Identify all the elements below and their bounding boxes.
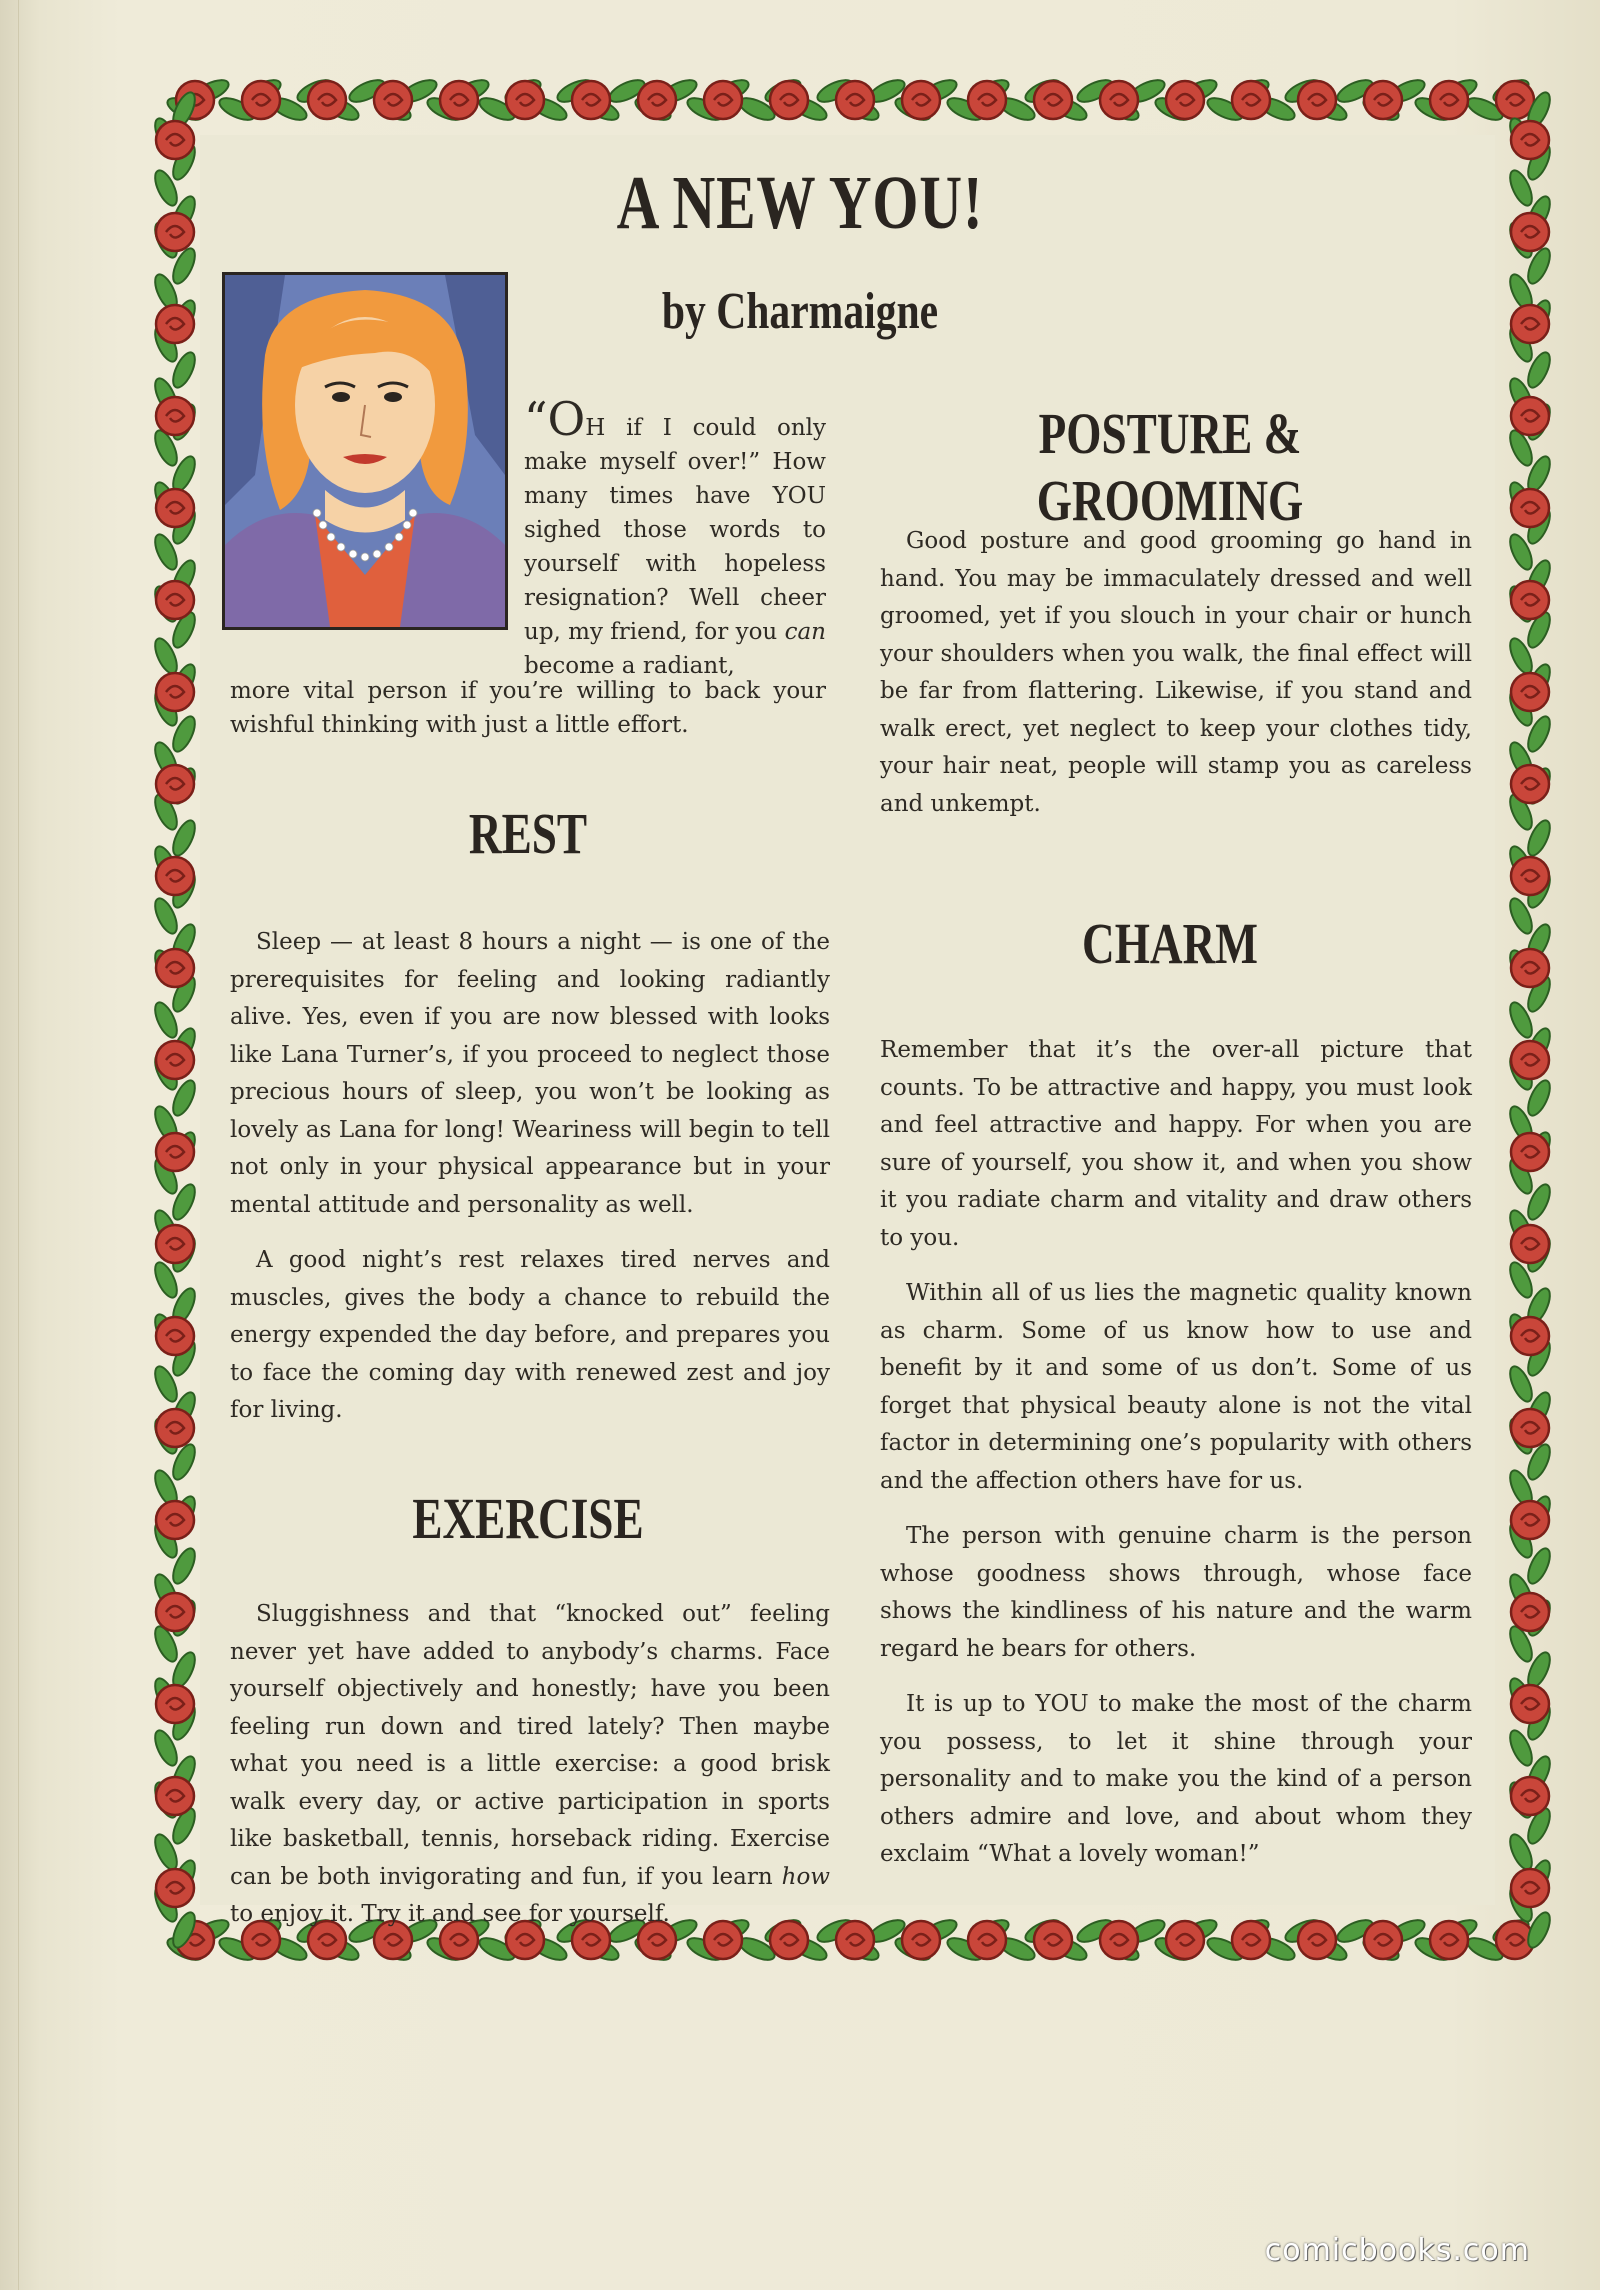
rose-ornament [1511,489,1549,527]
rose-ornament [156,1409,194,1447]
rose-ornament [1511,1409,1549,1447]
rose-ornament [1511,1685,1549,1723]
rose-ornament [156,397,194,435]
rose-ornament [968,1921,1006,1959]
rose-ornament [704,81,742,119]
charm-paragraph-1: Remember that it’s the over-all picture that counts. To be attractive and happy, you must look and feel attractive and happy. For when you are sure of yourself, you show it, and when you show it you radiate charm and vitality and draw others to you. [880,1037,1472,1251]
rose-ornament [1511,1869,1549,1907]
rose-ornament [836,81,874,119]
rose-ornament [836,1921,874,1959]
rose-ornament [1298,81,1336,119]
rose-ornament [770,81,808,119]
charm-paragraph-4: It is up to YOU to make the most of the charm you possess, to let it shine through your personality and to make you the kind of a person others admire and love, and about whom they exclaim “What a lovely woman!” [880,1691,1472,1867]
rose-ornament [968,81,1006,119]
rose-ornament [156,765,194,803]
rose-ornament [1511,1225,1549,1263]
rose-ornament [1511,213,1549,251]
rose-ornament [1511,1501,1549,1539]
article-byline: by Charmaigne [661,283,939,340]
rose-ornament [156,1133,194,1171]
rose-ornament [1511,1317,1549,1355]
rose-ornament [902,1921,940,1959]
rose-ornament [1511,1593,1549,1631]
exercise-section [230,1596,830,1952]
rose-ornament [1511,121,1549,159]
rose-ornament [1511,857,1549,895]
rose-ornament [1034,1921,1072,1959]
rose-ornament [156,1501,194,1539]
rose-ornament [156,1777,194,1815]
rose-ornament [1298,1921,1336,1959]
rose-ornament [1100,1921,1138,1959]
rose-ornament [1511,1777,1549,1815]
rose-ornament [156,1685,194,1723]
rose-ornament [1511,1041,1549,1079]
rose-ornament [156,1041,194,1079]
exercise-emphasis: how [781,1863,830,1890]
rose-ornament [1511,765,1549,803]
heading-rest: REST [468,801,588,866]
exercise-text-end: to enjoy it. Try it and see for yourself. [230,1901,670,1927]
rose-ornament [506,81,544,119]
intro-text: H if I could only make myself over!” How many times have YOU sighed those words to yourself with hopeless resignation? Well cheer up, my friend, for you [524,415,826,645]
charm-paragraph-3: The person with genuine charm is the person whose goodness shows through, whose face shows the kindliness of his nature and the warm regard he bears for others. [880,1523,1472,1662]
rose-ornament [308,81,346,119]
rose-ornament [156,581,194,619]
rose-ornament [156,1225,194,1263]
intro-paragraph-bottom: more vital person if you’re willing to back your wishful thinking with just a little effort. [230,678,826,738]
exercise-paragraph-1 [230,1596,830,1934]
rose-ornament [156,673,194,711]
site-watermark: comicbooks.com [1264,2233,1530,2268]
rose-ornament [1232,81,1270,119]
heading-exercise: EXERCISE [412,1486,644,1551]
rest-section [230,924,830,1448]
heading-posture-grooming: POSTURE & GROOMING [1036,401,1304,533]
rose-ornament [1232,1921,1270,1959]
rose-ornament [440,81,478,119]
intro-paragraph-top [524,392,826,683]
rose-ornament [1364,81,1402,119]
rose-ornament [242,81,280,119]
rose-ornament [1034,81,1072,119]
rose-ornament [374,81,412,119]
rose-ornament [156,949,194,987]
rest-paragraph-2: A good night’s rest relaxes tired nerves and muscles, gives the body a chance to rebuild the energy expended the day before, and prepares you to face the coming day with renewed zest and joy for living. [230,1247,830,1423]
rose-ornament [156,489,194,527]
rose-ornament [1511,305,1549,343]
rose-ornament [1364,1921,1402,1959]
rose-ornament [156,121,194,159]
rose-ornament [1166,1921,1204,1959]
posture-paragraph-1: Good posture and good grooming go hand in hand. You may be immaculately dressed and well groomed, yet if you slouch in your chair or hunch your shoulders when you walk, the final effect will be far from flattering. Likewise, if you stand and walk erect, yet neglect to keep your clothes tidy, your hair neat, people will stamp you as careless and unkempt. [880,528,1472,817]
rose-ornament [1511,1133,1549,1171]
portrait-illustration [222,272,508,630]
rose-ornament [1166,81,1204,119]
rose-ornament [1511,581,1549,619]
rose-ornament [902,81,940,119]
rose-ornament [1511,397,1549,435]
rose-ornament [156,1317,194,1355]
intro-dropcap: “O [524,392,586,446]
rose-ornament [156,1593,194,1631]
exercise-text: Sluggishness and that “knocked out” feeling never yet have added to anybody’s charms. Face yourself objectively and honestly; have you been feeling run down and tired lately? Then maybe what you need is a little exercise: a good brisk walk every day, or active participation in sports like basketball, tennis, horseback riding. Exercise can be both invigorating and fun, if you learn [230,1601,830,1890]
posture-section [880,523,1472,841]
charm-paragraph-2: Within all of us lies the magnetic quality known as charm. Some of us know how to use and benefit by it and some of us don’t. Some of us forget that physical beauty alone is not the vital factor in determining one’s popularity with others and the affection others have for us. [880,1280,1472,1494]
intro-text-end: become a radiant, [524,653,735,679]
article-title: A NEW YOU! [616,161,984,245]
rose-ornament [1100,81,1138,119]
rose-ornament [638,81,676,119]
heading-charm: CHARM [1082,911,1258,976]
charm-section [880,1032,1472,1892]
rest-paragraph-1: Sleep — at least 8 hours a night — is one of the prerequisites for feeling and looking radiantly alive. Yes, even if you are now blessed with looks like Lana Turner’s, if you proceed to neglect those precious hours of sleep, you won’t be looking as lovely as Lana for long! Weariness will begin to tell not only in your physical appearance but in your mental attitude and personality as well. [230,929,830,1218]
rose-ornament [1430,81,1468,119]
intro-emphasis: can [784,619,826,645]
rose-ornament [1511,673,1549,711]
rose-ornament [1430,1921,1468,1959]
rose-ornament [156,1869,194,1907]
rose-ornament [1511,949,1549,987]
rose-ornament [156,857,194,895]
rose-ornament [572,81,610,119]
